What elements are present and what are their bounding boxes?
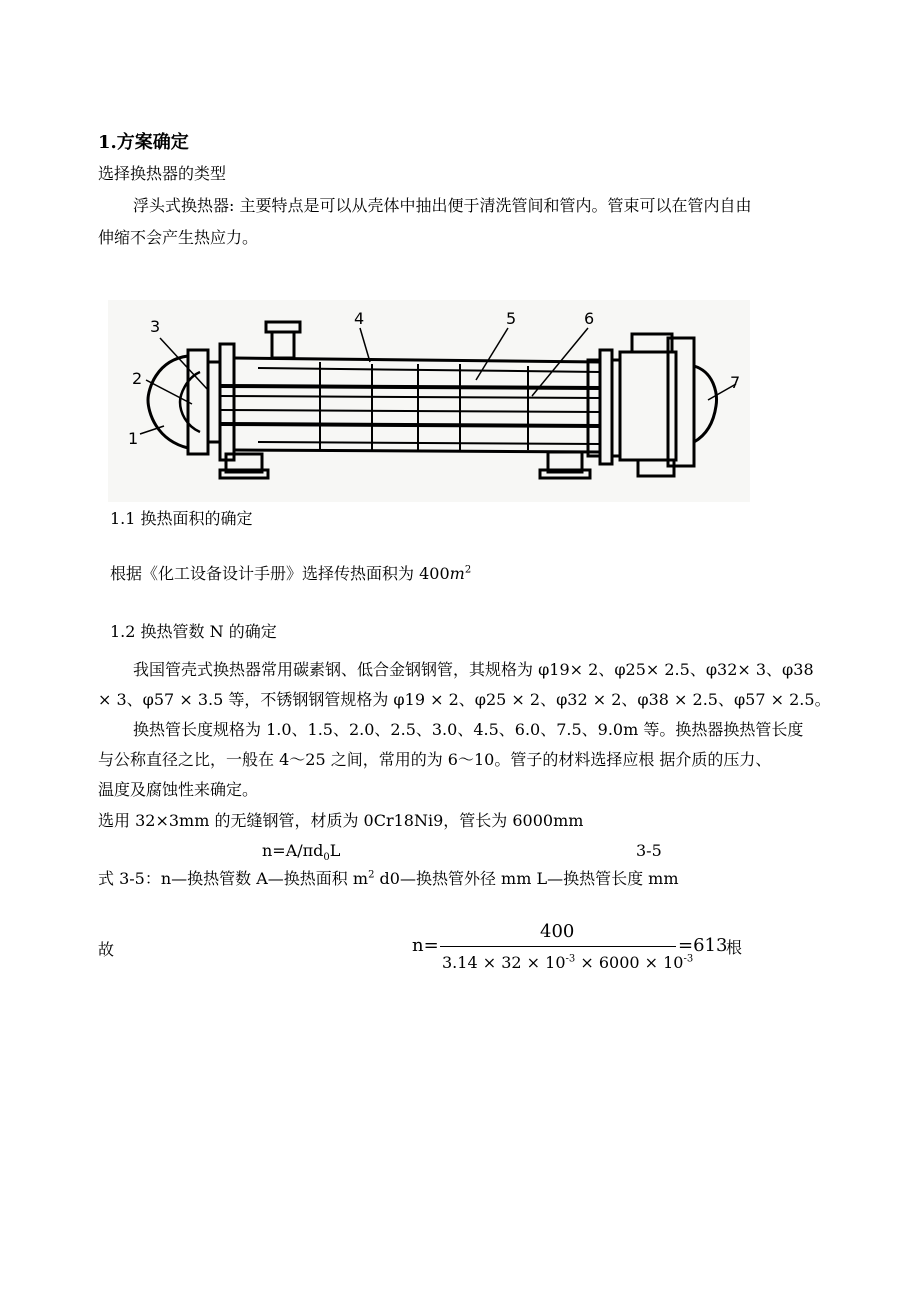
formula-legend-b: d0—换热管外径 mm L—换热管长度 mm <box>374 869 679 888</box>
tube-length-line-2: 与公称直径之比，一般在 4～25 之间，常用的为 6～10。管子的材料选择应根 据介质的压力、 <box>98 750 772 769</box>
calc-lhs: n= <box>412 935 439 956</box>
heading-1-1: 1.1 换热面积的确定 <box>110 509 253 528</box>
area-unit-exponent: 2 <box>464 564 472 576</box>
subheading: 选择换热器的类型 <box>98 164 227 183</box>
heading-1-2: 1.2 换热管数 N 的确定 <box>110 622 277 641</box>
heat-exchanger-diagram <box>108 300 750 502</box>
calc-rhs: =613 <box>678 935 728 956</box>
formula-subscript: 0 <box>323 852 330 864</box>
calc-unit: 根 <box>726 938 743 957</box>
calc-lead: 故 <box>98 940 115 959</box>
callout-3: 3 <box>150 317 161 336</box>
formula-main <box>262 841 341 864</box>
area-selection <box>110 564 471 584</box>
callout-2: 2 <box>132 369 143 388</box>
calc-denominator <box>442 953 693 973</box>
tube-spec-line-1: 我国管壳式换热器常用碳素钢、低合金钢钢管，其规格为 φ19× 2、φ25× 2.5、φ32× 3、φ38 <box>133 660 814 679</box>
section-title: 1.方案确定 <box>98 132 189 153</box>
calc-den-exp-2: -3 <box>683 953 694 965</box>
callout-7: 7 <box>730 373 741 392</box>
callout-4: 4 <box>354 309 365 328</box>
formula-number: 3-5 <box>636 841 662 860</box>
area-selection-text: 根据《化工设备设计手册》选择传热面积为 400 <box>110 564 450 583</box>
calc-den-a: 3.14 × 32 × 10 <box>442 953 566 972</box>
callout-1: 1 <box>128 429 139 448</box>
callout-6: 6 <box>584 309 595 328</box>
intro-line-2: 伸缩不会产生热应力。 <box>98 228 259 247</box>
intro-line-1: 浮头式换热器: 主要特点是可以从壳体中抽出便于清洗管间和管内。管束可以在管内自由 <box>133 196 752 215</box>
area-unit: m <box>449 564 465 583</box>
formula-legend <box>98 869 679 889</box>
tube-length-line-3: 温度及腐蚀性来确定。 <box>98 780 259 799</box>
calc-den-exp-1: -3 <box>565 953 576 965</box>
formula-legend-a: 式 3-5：n—换热管数 A—换热面积 m <box>98 869 369 888</box>
formula-part-b: L <box>329 841 341 860</box>
formula-legend-exponent: 2 <box>368 869 375 881</box>
figure-background <box>108 300 750 502</box>
calc-fraction-line <box>440 946 676 947</box>
calc-numerator: 400 <box>540 921 575 942</box>
tube-spec-line-2: × 3、φ57 × 3.5 等，不锈钢钢管规格为 φ19 × 2、φ25 × 2、φ32 × 2、φ38 × 2.5、φ57 × 2.5。 <box>98 690 831 709</box>
tube-length-line-1: 换热管长度规格为 1.0、1.5、2.0、2.5、3.0、4.5、6.0、7.5、9.0m 等。换热器换热管长度 <box>133 720 804 739</box>
tube-selection: 选用 32×3mm 的无缝钢管，材质为 0Cr18Ni9，管长为 6000mm <box>98 811 584 830</box>
formula-part-a: n=A/πd <box>262 841 324 860</box>
callout-5: 5 <box>506 309 517 328</box>
calc-den-b: × 6000 × 10 <box>575 953 684 972</box>
